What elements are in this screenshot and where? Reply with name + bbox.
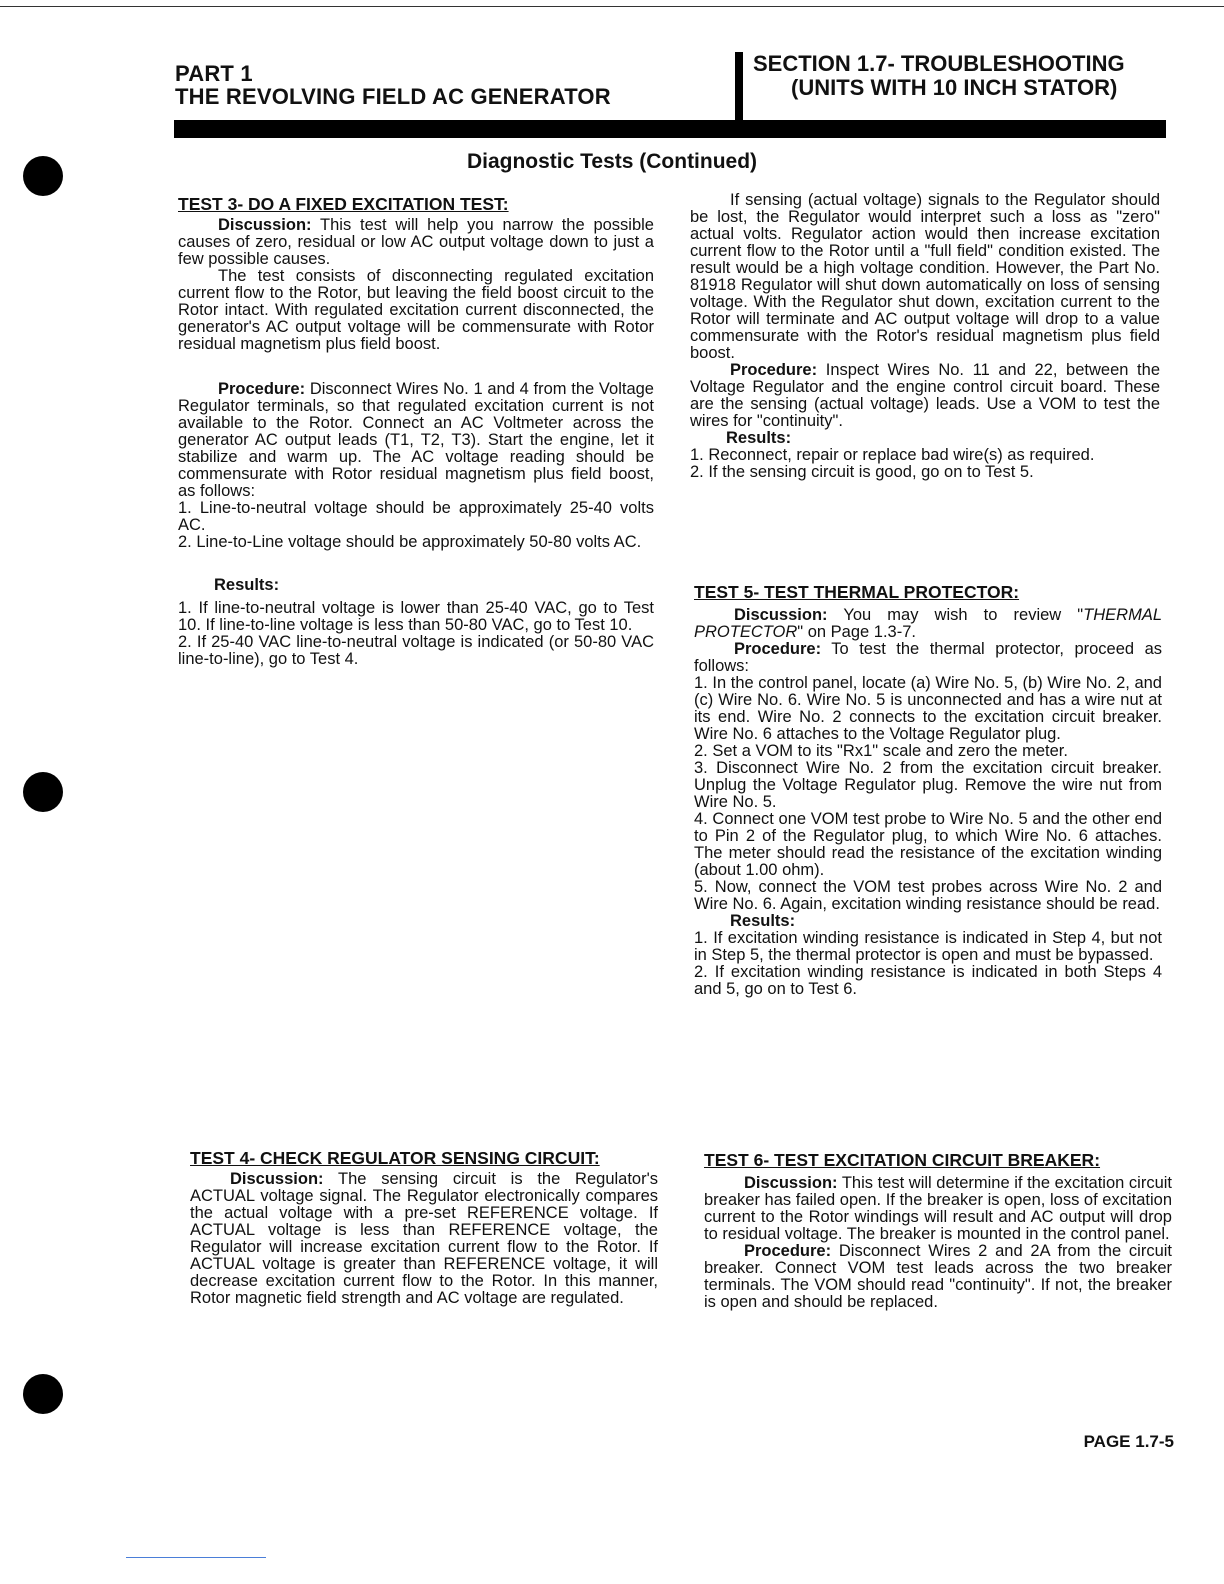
test3-discussion-text: This test will help you narrow the possible causes of zero, residual or low AC output voltage down to just a few possible causes.	[178, 216, 654, 268]
binder-hole-icon	[23, 772, 63, 812]
binder-hole-icon	[23, 1374, 63, 1414]
test4-cont-paragraph: If sensing (actual voltage) signals to the Regulator should be lost, the Regulator would interpret such a loss as "zero" actual volts. Regulator action would then increase excitation current flow to the Rotor until a "full field" condition existed. The result would be a high voltage condition. However, the Part No. 81918 Regulator will shut down automatically on loss of sensing voltage. With the Regulator shut down, excitation current to the Rotor will terminate and AC output voltage will drop to a value commensurate with the Rotor's residual magnetism plus field boost.	[690, 191, 1160, 362]
results-label: Results:	[726, 429, 792, 447]
discussion-label: Discussion:	[230, 1170, 324, 1188]
test5-step: 5. Now, connect the VOM test probes across Wire No. 2 and Wire No. 6. Again, excitation winding resistance should be read.	[694, 878, 1162, 913]
procedure-label: Procedure:	[730, 361, 818, 379]
page-title: Diagnostic Tests (Continued)	[466, 150, 758, 173]
test5-procedure	[694, 641, 1162, 675]
section-title: SECTION 1.7- TROUBLESHOOTING	[753, 51, 1125, 76]
test5-step: 3. Disconnect Wire No. 2 from the excitation circuit breaker. Unplug the Voltage Regulator plug. Remove the wire nut from Wire No. 5.	[694, 759, 1162, 811]
test5-result: 2. If excitation winding resistance is indicated in both Steps 4 and 5, go on to Test 6.	[694, 963, 1162, 998]
procedure-label: Procedure:	[744, 1242, 832, 1260]
test6-procedure	[704, 1243, 1172, 1311]
test5-block	[694, 584, 1162, 998]
test5-step: 1. In the control panel, locate (a) Wire No. 5, (b) Wire No. 2, and (c) Wire No. 6. Wire No. 5 is unconnected and has a wire nut at its end. Wire No. 2 connects to the excitation circuit breaker. Wire No. 6 attaches to the Voltage Regulator plug.	[694, 674, 1162, 743]
test5-result: 1. If excitation winding resistance is indicated in Step 4, but not in Step 5, the thermal protector is open and must be bypassed.	[694, 929, 1162, 964]
test6-heading: TEST 6- TEST EXCITATION CIRCUIT BREAKER:	[704, 1150, 1101, 1170]
test3-block	[178, 196, 654, 668]
test5-procedure-text: To test the thermal protector, proceed as follows:	[694, 640, 1162, 675]
test6-discussion-text: This test will determine if the excitation circuit breaker has failed open. If the breaker is open, loss of excitation current to the Rotor windings will result and AC output will drop to residual voltage. The breaker is mounted in the control panel.	[704, 1174, 1172, 1243]
test3-procedure-text: Disconnect Wires No. 1 and 4 from the Voltage Regulator terminals, so that regulated excitation current is not available to the Rotor. Connect an AC Voltmeter across the generator AC output leads (T1, T2, T3). Start the engine, let it stabilize and warm up. The AC voltage reading should be commensurate with Rotor residual magnetism plus field boost, as follows:	[178, 380, 654, 500]
header-bar	[174, 120, 1166, 138]
test4-block	[190, 1150, 658, 1307]
thermal-protector-reference: THERMAL PROTECTOR	[694, 606, 1162, 641]
discussion-label: Discussion:	[218, 216, 312, 234]
part-title: THE REVOLVING FIELD AC GENERATOR	[175, 84, 611, 109]
test5-step: 4. Connect one VOM test probe to Wire No. 5 and the other end to Pin 2 of the Regulator plug, to which Wire No. 6 attaches. The meter should read the resistance of the excitation winding (about 1.00 ohm).	[694, 810, 1162, 879]
test3-discussion	[178, 217, 654, 268]
test3-procedure	[178, 381, 654, 500]
test3-result: 1. If line-to-neutral voltage is lower than 25-40 VAC, go to Test 10. If line-to-line voltage is less than 50-80 VAC, go to Test 10.	[178, 599, 654, 634]
test5-step: 2. Set a VOM to its "Rx1" scale and zero the meter.	[694, 742, 1068, 760]
test4-continued-block	[690, 192, 1160, 481]
test4-result: 1. Reconnect, repair or replace bad wire(s) as required.	[690, 446, 1095, 464]
test5-discussion	[694, 607, 1162, 641]
procedure-label: Procedure:	[218, 380, 306, 398]
test3-discussion-2: The test consists of disconnecting regulated excitation current flow to the Rotor, but leaving the field boost circuit to the Rotor intact. With regulated excitation current disconnected, the generator's AC output voltage will be commensurate with Rotor residual magnetism plus field boost.	[178, 267, 654, 353]
test4-discussion-text: The sensing circuit is the Regulator's ACTUAL voltage signal. The Regulator electronically compares the actual voltage with a pre-set REFERENCE voltage. If ACTUAL voltage is less than REFERENCE voltage, the Regulator will increase excitation current flow to the Rotor. If ACTUAL voltage is greater than REFERENCE voltage, it will decrease excitation current flow to the Rotor. In this manner, Rotor magnetic field strength and AC voltage are regulated.	[190, 1170, 658, 1307]
part-label: PART 1	[175, 61, 253, 86]
discussion-label: Discussion:	[744, 1174, 838, 1192]
bottom-rule	[126, 1557, 266, 1558]
test4-procedure	[690, 362, 1160, 430]
test4-heading: TEST 4- CHECK REGULATOR SENSING CIRCUIT:	[190, 1148, 600, 1168]
test5-discussion-text: You may wish to review "	[843, 606, 1084, 624]
test5-heading: TEST 5- TEST THERMAL PROTECTOR:	[694, 582, 1020, 602]
procedure-label: Procedure:	[734, 640, 822, 658]
test4-discussion	[190, 1171, 658, 1307]
test5-discussion-text: " on Page 1.3-7.	[797, 623, 916, 641]
test6-procedure-text: Disconnect Wires 2 and 2A from the circuit breaker. Connect VOM test leads across the two breaker terminals. The VOM should read "continuity". If not, the breaker is open and should be replaced.	[704, 1242, 1172, 1311]
section-header	[735, 52, 1167, 120]
discussion-label: Discussion:	[734, 606, 828, 624]
test3-result: 2. If 25-40 VAC line-to-neutral voltage is indicated (or 50-80 VAC line-to-line), go to Test 4.	[178, 633, 654, 668]
test3-step: 2. Line-to-Line voltage should be approximately 50-80 volts AC.	[178, 533, 642, 551]
part-header	[175, 62, 611, 108]
results-label: Results:	[214, 576, 280, 594]
test3-heading: TEST 3- DO A FIXED EXCITATION TEST:	[178, 194, 509, 214]
section-subtitle: (UNITS WITH 10 INCH STATOR)	[791, 75, 1118, 100]
top-rule	[0, 6, 1224, 7]
results-label: Results:	[730, 912, 796, 930]
test3-step: 1. Line-to-neutral voltage should be approximately 25-40 volts AC.	[178, 499, 654, 534]
test6-discussion	[704, 1175, 1172, 1243]
page-number: PAGE 1.7-5	[1083, 1432, 1174, 1451]
test4-procedure-text: Inspect Wires No. 11 and 22, between the Voltage Regulator and the engine control circuit board. These are the sensing (actual voltage) leads. Use a VOM to test the wires for "continuity".	[690, 361, 1160, 430]
test4-result: 2. If the sensing circuit is good, go on to Test 5.	[690, 463, 1034, 481]
test6-block	[704, 1152, 1172, 1311]
